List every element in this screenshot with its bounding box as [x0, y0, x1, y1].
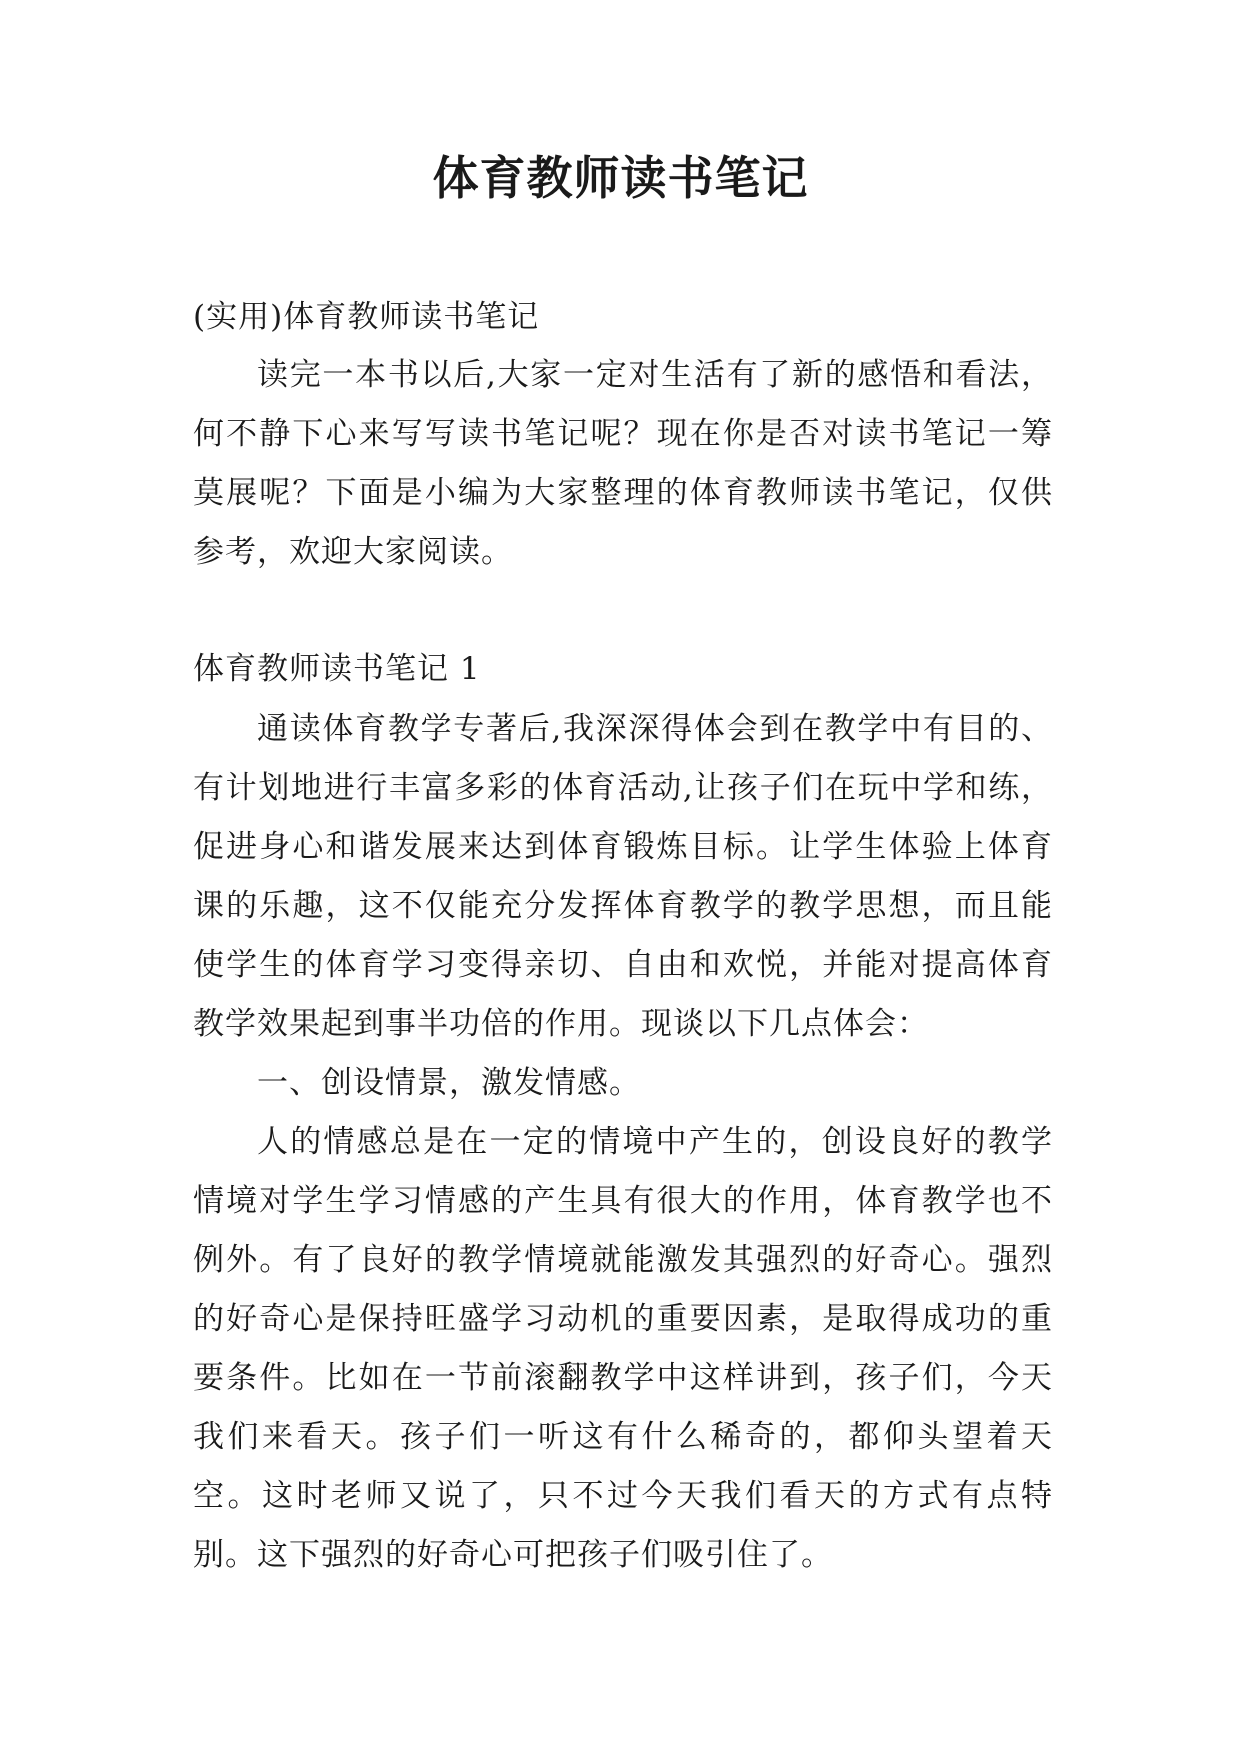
body-paragraph: 通读体育教学专著后,我深深得体会到在教学中有目的、有计划地进行丰富多彩的体育活动,让孩子们在玩中学和练，促进身心和谐发展来达到体育锻炼目标。让学生体验上体育课的乐趣，这不仅能充分发挥体育教学的教学思想，而且能使学生的体育学习变得亲切、自由和欢悦，并能对提高体育教学效果起到事半功倍的作用。现谈以下几点体会：: [193, 711, 1053, 1042]
document-subtitle: (实用)体育教师读书笔记: [193, 299, 540, 335]
intro-paragraph: 读完一本书以后,大家一定对生活有了新的感悟和看法，何不静下心来写写读书笔记呢？现在你是否对读书笔记一筹莫展呢？下面是小编为大家整理的体育教师读书笔记，仅供参考，欢迎大家阅读。: [193, 357, 1053, 570]
section-body: [193, 700, 1053, 1585]
page-title: 体育教师读书笔记: [432, 151, 809, 205]
body-paragraph: 人的情感总是在一定的情境中产生的，创设良好的教学情境对学生学习情感的产生具有很大的作用，体育教学也不例外。有了良好的教学情境就能激发其强烈的好奇心。强烈的好奇心是保持旺盛学习动机的重要因素，是取得成功的重要条件。比如在一节前滚翻教学中这样讲到，孩子们，今天我们来看天。孩子们一听这有什么稀奇的，都仰头望着天空。这时老师又说了，只不过今天我们看天的方式有点特别。这下强烈的好奇心可把孩子们吸引住了。: [193, 1124, 1053, 1573]
section-heading: 体育教师读书笔记 1: [193, 651, 481, 687]
subheading-paragraph: 一、创设情景，激发情感。: [257, 1065, 641, 1101]
intro-block: [193, 346, 1053, 582]
